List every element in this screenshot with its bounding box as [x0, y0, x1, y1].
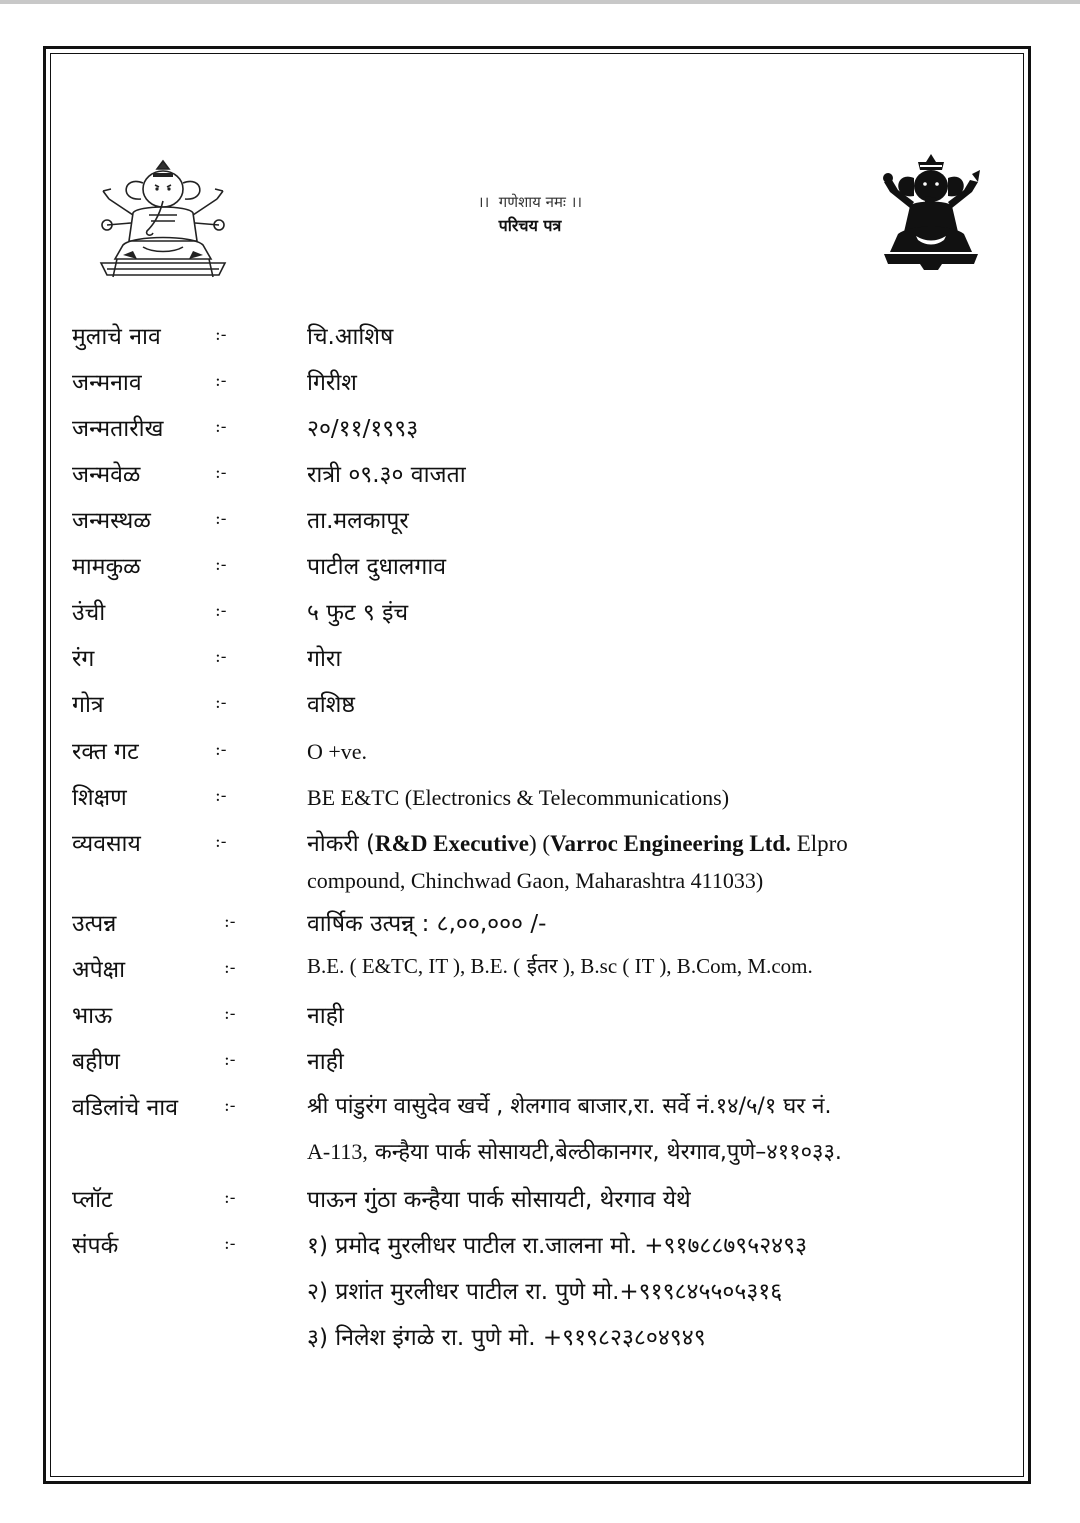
row-separator: :-: [215, 601, 227, 621]
row-value: O +ve.: [307, 739, 368, 764]
row-label: उत्पन्न: [72, 911, 117, 937]
row-separator: :-: [215, 417, 227, 437]
row-label: रक्त गट: [72, 739, 139, 765]
row-separator: :-: [215, 832, 227, 852]
row-label: बहीण: [72, 1049, 120, 1075]
ganesha-seated-icon: [93, 155, 233, 283]
row-label: मामकुळ: [72, 554, 141, 580]
row-separator: :-: [224, 1096, 236, 1116]
father-address: [307, 1136, 842, 1166]
contact-line: २) प्रशांत मुरलीधर पाटील रा. पुणे मो.+९१९८४५५०५३१६: [307, 1279, 783, 1305]
letter-header: [420, 192, 640, 236]
row-value: [307, 952, 813, 980]
row-value: नाही: [307, 1003, 344, 1029]
row-value: BE E&TC (Electronics & Telecommunications): [307, 785, 730, 810]
row-separator: :-: [215, 786, 227, 806]
occupation-tail: Elpro: [790, 831, 848, 856]
row-label: मुलाचे नाव: [72, 324, 161, 350]
row-value: ता.मलकापूर: [307, 508, 409, 534]
ganesha-silhouette-icon: [880, 152, 982, 270]
row-separator: :-: [215, 555, 227, 575]
row-label: रंग: [72, 646, 95, 672]
row-separator: :-: [215, 647, 227, 667]
row-label: वडिलांचे नाव: [72, 1095, 179, 1121]
top-divider: [0, 0, 1080, 4]
row-value: पाऊन गुंठा कन्हैया पार्क सोसायटी, थेरगाव येथे: [307, 1187, 691, 1213]
occupation-address: compound, Chinchwad Gaon, Maharashtra 411033): [307, 868, 764, 893]
row-separator: :-: [224, 1004, 236, 1024]
row-label: व्यवसाय: [72, 831, 141, 857]
row-label: संपर्क: [72, 1233, 119, 1259]
row-separator: :-: [215, 371, 227, 391]
row-value: [307, 826, 848, 858]
row-value: नाही: [307, 1049, 344, 1075]
row-label: शिक्षण: [72, 785, 127, 811]
contact-line: ३) निलेश इंगळे रा. पुणे मो. +९१९८२३८०४९४९: [307, 1325, 706, 1351]
row-value: श्री पांडुरंग वासुदेव खर्चे , शेलगाव बाजार,रा. सर्वे नं.१४/५/१ घर नं.: [307, 1094, 832, 1119]
row-label: अपेक्षा: [72, 957, 126, 983]
contact-line: १) प्रमोद मुरलीधर पाटील रा.जालना मो. +९१७८८७९५२४९३: [307, 1233, 808, 1259]
row-value: वार्षिक उत्पन्न् : ८,००,००० /-: [307, 911, 547, 937]
row-label: जन्मतारीख: [72, 416, 164, 442]
father-address-house: A-113,: [307, 1139, 368, 1164]
row-separator: :-: [224, 1234, 236, 1254]
occupation-prefix: नोकरी (: [307, 831, 376, 857]
row-value: रात्री ०९.३० वाजता: [307, 462, 466, 488]
row-value: चि.आशिष: [307, 324, 394, 350]
row-separator: :-: [215, 325, 227, 345]
row-value: पाटील दुधालगाव: [307, 554, 447, 580]
row-separator: :-: [224, 1050, 236, 1070]
row-label: जन्मवेळ: [72, 462, 141, 488]
row-label: जन्मस्थळ: [72, 508, 151, 534]
row-label: गोत्र: [72, 692, 104, 718]
row-separator: :-: [224, 1188, 236, 1208]
row-value: गिरीश: [307, 370, 357, 396]
row-value: वशिष्ठ: [307, 692, 355, 718]
row-separator: :-: [215, 509, 227, 529]
row-label: उंची: [72, 600, 106, 626]
row-value: २०/११/१९९३: [307, 416, 419, 442]
expectation-part1: B.E. ( E&TC, IT ), B.E. (: [307, 954, 521, 978]
father-address-rest: कन्हैया पार्क सोसायटी,बेल्ठीकानगर, थेरगाव,पुणे–४११०३३.: [367, 1140, 842, 1165]
row-label: भाऊ: [72, 1003, 113, 1029]
row-value: ५ फुट ९ इंच: [307, 600, 409, 626]
document-title: परिचय पत्र: [498, 216, 562, 235]
occupation-mid: ) (: [528, 831, 551, 856]
row-value: गोरा: [307, 646, 342, 672]
row-separator: :-: [215, 693, 227, 713]
row-label: जन्मनाव: [72, 370, 142, 396]
invocation-text: ।। गणेशाय नमः ।।: [477, 193, 583, 211]
row-separator: :-: [215, 463, 227, 483]
expectation-part3: ), B.sc ( IT ), B.Com, M.com.: [557, 954, 813, 978]
row-separator: :-: [215, 740, 227, 760]
occupation-company: Varroc Engineering Ltd.: [550, 831, 791, 856]
row-separator: :-: [224, 958, 236, 978]
row-label: प्लॉट: [72, 1187, 113, 1213]
row-separator: :-: [224, 912, 236, 932]
expectation-part2: ईतर: [520, 954, 558, 978]
occupation-role: R&D Executive: [375, 831, 529, 856]
